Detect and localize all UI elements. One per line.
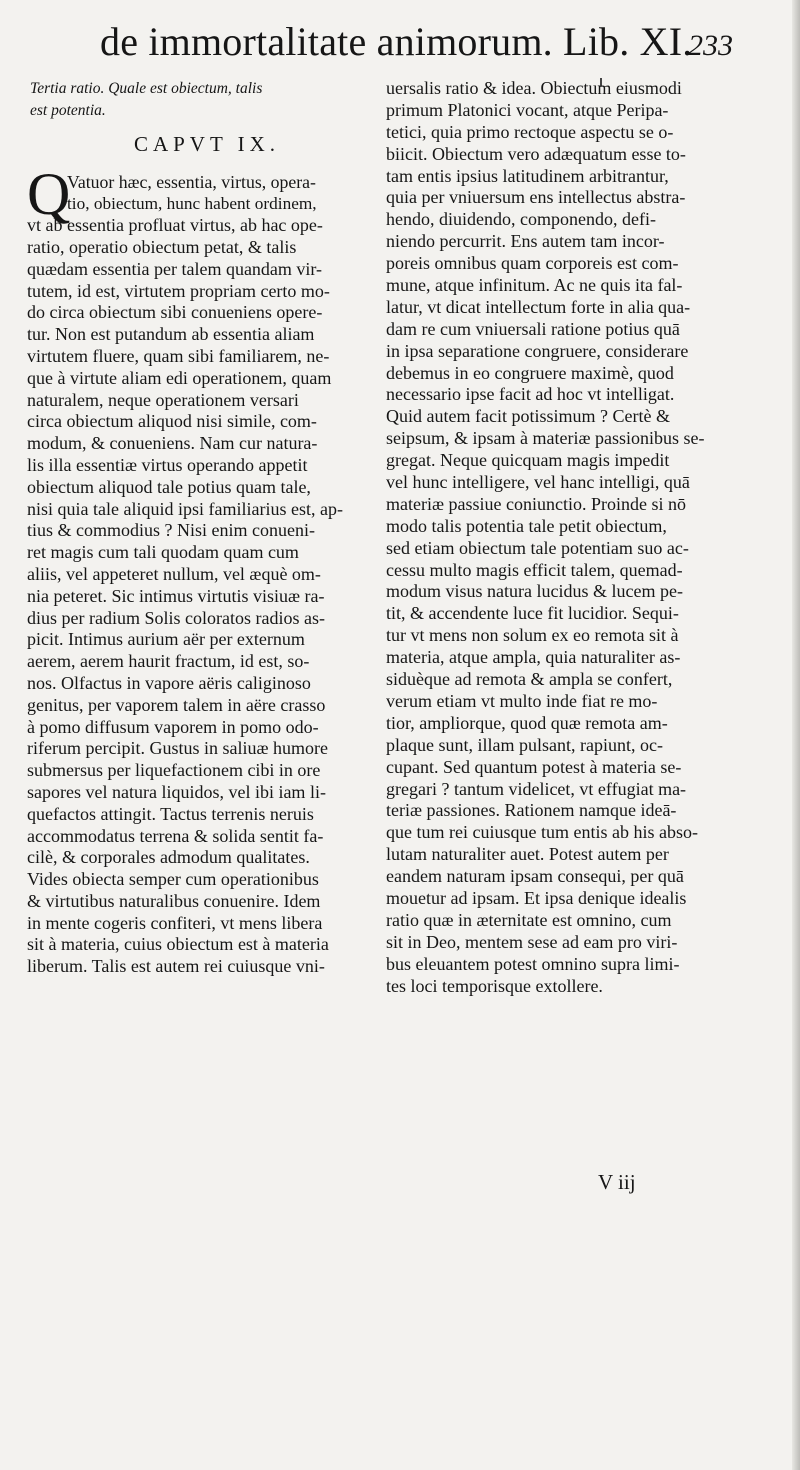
text-line: modo talis potentia tale petit obiectum, <box>386 515 667 536</box>
text-line: vt ab essentia profluat virtus, ab hac ope- <box>27 215 323 236</box>
text-line: tur. Non est putandum ab essentia aliam <box>27 324 315 345</box>
text-line: obiectum aliquod tale potius quam tale, <box>27 476 311 497</box>
text-line: sit in Deo, mentem sese ad eam pro viri- <box>386 931 678 952</box>
drop-cap: Q <box>27 160 71 227</box>
text-line: hendo, diuidendo, componendo, defi- <box>386 209 656 230</box>
text-line: modum visus natura lucidus & lucem pe- <box>386 581 683 602</box>
text-line: biicit. Obiectum vero adæquatum esse to- <box>386 143 686 164</box>
text-line: Quid autem facit potissimum ? Certè & <box>386 406 670 427</box>
text-line: genitus, per vaporem talem in aëre crasso <box>27 694 326 715</box>
text-line: do circa obiectum sibi conueniens opere- <box>27 302 323 323</box>
text-line: mouetur ad ipsam. Et ipsa denique idealis <box>386 887 687 908</box>
text-line: à pomo diffusum vaporem in pomo odo- <box>27 716 319 737</box>
page-header <box>100 18 760 66</box>
right-column <box>386 78 716 997</box>
text-line: gregat. Neque quicquam magis impedit <box>386 450 670 471</box>
text-line: debemus in eo congruere maximè, quod <box>386 362 674 383</box>
text-line: ratio, operatio obiectum petat, & talis <box>27 236 297 257</box>
subtitle-line: Tertia ratio. Quale est obiectum, talis <box>30 80 263 97</box>
text-line: modum, & conueniens. Nam cur natura- <box>27 433 318 454</box>
text-line: tio, obiectum, hunc habent ordinem, <box>67 194 317 214</box>
right-column-body <box>386 78 716 997</box>
text-line: dam re cum vniuersali ratione potius quā <box>386 318 680 339</box>
text-line: vel hunc intelligere, vel hanc intelligi, quā <box>386 472 690 493</box>
text-line: plaque sunt, illam pulsant, rapiunt, oc- <box>386 734 663 755</box>
text-line: materia, atque ampla, quia naturaliter as- <box>386 647 681 668</box>
text-line: quefactos attingit. Tactus terrenis neruis <box>27 803 314 824</box>
left-column <box>27 78 357 978</box>
text-line: materiæ passiue coniunctio. Proinde si nō <box>386 493 686 514</box>
text-line: lis illa essentiæ virtus operando appetit <box>27 454 308 475</box>
text-line: seipsum, & ipsam à materiæ passionibus se- <box>386 428 705 449</box>
running-title: de immortalitate animorum. Lib. XI. <box>100 19 693 64</box>
text-line: eandem naturam ipsam consequi, per quā <box>386 866 684 887</box>
text-line: nia peteret. Sic intimus virtutis visiuæ ra- <box>27 585 325 606</box>
text-line: que à virtute aliam edi operationem, quam <box>27 367 332 388</box>
text-line: quædam essentia per talem quandam vir- <box>27 258 323 279</box>
page-number: 233 <box>688 29 733 62</box>
text-line: cupant. Sed quantum potest à materia se- <box>386 756 682 777</box>
text-line: sed etiam obiectum tale potentiam suo ac- <box>386 537 689 558</box>
text-line: verum etiam vt multo inde fiat re mo- <box>386 690 658 711</box>
signature-mark: V iij <box>598 1170 636 1194</box>
text-line: liberum. Talis est autem rei cuiusque vni- <box>27 956 325 977</box>
text-line: tior, ampliorque, quod quæ remota am- <box>386 712 668 733</box>
text-line: accommodatus terrena & solida sentit fa- <box>27 825 324 846</box>
text-line: tes loci temporisque extollere. <box>386 975 603 996</box>
text-line: tius & commodius ? Nisi enim conueni- <box>27 520 315 541</box>
text-line: tutem, id est, virtutem propriam certo mo- <box>27 280 330 301</box>
text-line: aliis, vel appeteret nullum, vel æquè om- <box>27 563 321 584</box>
text-line: aerem, aerem haurit fractum, id est, so- <box>27 651 310 672</box>
text-line: cilè, & corporales admodum qualitates. <box>27 847 310 868</box>
text-line: latur, vt dicat intellectum forte in alia qua- <box>386 296 691 317</box>
text-line: quia per vniuersum ens intellectus abstra- <box>386 187 686 208</box>
text-line: siduèque ad remota & ampla se confert, <box>386 669 673 690</box>
text-line: in mente cogeris confiteri, vt mens libera <box>27 912 323 933</box>
text-line: dius per radium Solis coloratos radios as- <box>27 607 325 628</box>
chapter-heading: CAPVT IX. <box>133 131 281 156</box>
text-line: picit. Intimus aurium aër per externum <box>27 629 305 650</box>
text-line: bus eleuantem potest omnino supra limi- <box>386 953 680 974</box>
text-line: primum Platonici vocant, atque Peripa- <box>386 99 669 120</box>
left-column-body <box>27 160 357 978</box>
section-subtitle <box>30 78 357 122</box>
text-line: tit, & accendente luce fit lucidior. Sequi- <box>386 603 679 624</box>
text-line: cessu multo magis efficit talem, quemad- <box>386 559 683 580</box>
text-line: in ipsa separatione congruere, considerare <box>386 340 689 361</box>
text-line: ratio quæ in æternitate est omnino, cum <box>386 909 672 930</box>
text-line: poreis omnibus quam corporeis est com- <box>386 253 679 274</box>
text-line: virtutem fluere, quam sibi familiarem, ne- <box>27 345 330 366</box>
text-line: tetici, quia primo rectoque aspectu se o- <box>386 121 674 142</box>
text-line: teriæ passiones. Rationem namque ideā- <box>386 800 677 821</box>
text-line: tam entis ipsius latitudinem arbitrantur, <box>386 165 669 186</box>
text-line: lutam naturaliter auet. Potest autem per <box>386 844 669 865</box>
text-line: naturalem, neque operationem versari <box>27 389 299 410</box>
text-line: submersus per liquefactionem cibi in ore <box>27 760 321 781</box>
text-line: nos. Olfactus in vapore aëris caliginoso <box>27 672 311 693</box>
page-edge-shadow <box>792 0 800 1470</box>
text-line: ret magis cum tali quodam quam cum <box>27 542 299 563</box>
text-line: tur vt mens non solum ex eo remota sit à <box>386 625 679 646</box>
text-line: gregari ? tantum videlicet, vt effugiat ma- <box>386 778 687 799</box>
text-line: & virtutibus naturalibus conuenire. Idem <box>27 890 321 911</box>
text-line: necessario ipse facit ad hoc vt intelligat. <box>386 384 675 405</box>
text-line: mune, atque infinitum. Ac ne quis ita fal- <box>386 275 683 296</box>
text-line: riferum percipit. Gustus in saliuæ humore <box>27 738 328 759</box>
subtitle-line: est potentia. <box>30 101 106 119</box>
text-line: niendo percurrit. Ens autem tam incor- <box>386 231 665 252</box>
text-line: uersalis ratio & idea. Obiectum eiusmodi <box>386 78 682 98</box>
text-line: Vides obiecta semper cum operationibus <box>27 869 319 890</box>
text-line: nisi quia tale aliquid ipsi familiarius est, ap- <box>27 498 343 519</box>
text-line: Vatuor hæc, essentia, virtus, opera- <box>67 171 316 192</box>
text-line: sit à materia, cuius obiectum est à materia <box>27 934 329 955</box>
text-line: circa obiectum aliquod nisi simile, com- <box>27 411 317 432</box>
text-line: sapores vel natura liquidos, vel ibi iam li- <box>27 781 326 802</box>
text-line: que tum rei cuiusque tum entis ab his abso- <box>386 822 698 843</box>
